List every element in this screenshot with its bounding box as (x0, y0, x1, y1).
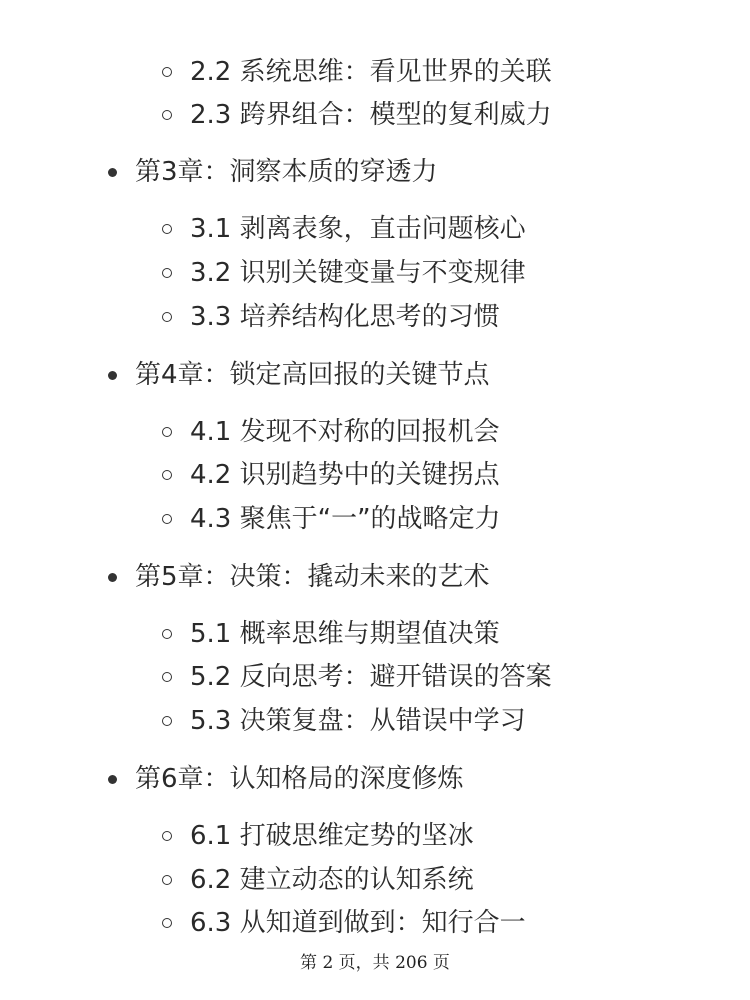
circle-bullet-icon (162, 672, 172, 682)
circle-bullet-icon (162, 67, 172, 77)
circle-bullet-icon (162, 470, 172, 480)
toc-section (162, 860, 474, 900)
circle-bullet-icon (162, 514, 172, 524)
toc-section (162, 253, 526, 293)
toc-section (162, 903, 526, 943)
disc-bullet-icon (108, 168, 117, 177)
page-number-footer: 第 2 页，共 206 页 (300, 953, 450, 973)
toc-section (162, 816, 474, 856)
disc-bullet-icon (108, 775, 117, 784)
circle-bullet-icon (162, 831, 172, 841)
toc-section (162, 455, 500, 495)
toc-section (162, 209, 526, 249)
disc-bullet-icon (108, 371, 117, 380)
disc-bullet-icon (108, 573, 117, 582)
circle-bullet-icon (162, 629, 172, 639)
toc-section-text: 5.1 概率思维与期望值决策 (190, 619, 500, 649)
circle-bullet-icon (162, 875, 172, 885)
toc-chapter (108, 759, 464, 799)
toc-section (162, 412, 500, 452)
toc-section-text: 3.3 培养结构化思考的习惯 (190, 302, 500, 332)
toc-section-text: 6.2 建立动态的认知系统 (190, 865, 474, 895)
circle-bullet-icon (162, 427, 172, 437)
toc-section-text: 3.1 剥离表象，直击问题核心 (190, 214, 526, 244)
toc-section-text: 6.3 从知道到做到：知行合一 (190, 908, 526, 938)
toc-section-text: 4.2 识别趋势中的关键拐点 (190, 460, 500, 490)
toc-chapter (108, 355, 490, 395)
toc-section-text: 5.2 反向思考：避开错误的答案 (190, 662, 552, 692)
circle-bullet-icon (162, 110, 172, 120)
toc-section-text: 4.3 聚焦于“一”的战略定力 (190, 504, 501, 534)
toc-chapter-text: 第3章：洞察本质的穿透力 (135, 157, 438, 187)
toc-section (162, 95, 552, 135)
circle-bullet-icon (162, 268, 172, 278)
toc-section (162, 52, 552, 92)
toc-section-text: 2.2 系统思维：看见世界的关联 (190, 57, 552, 87)
toc-chapter-text: 第4章：锁定高回报的关键节点 (135, 360, 490, 390)
toc-section (162, 297, 500, 337)
toc-chapter-text: 第6章：认知格局的深度修炼 (135, 764, 464, 794)
toc-section-text: 3.2 识别关键变量与不变规律 (190, 258, 526, 288)
toc-section (162, 499, 501, 539)
toc-section-text: 4.1 发现不对称的回报机会 (190, 417, 500, 447)
circle-bullet-icon (162, 918, 172, 928)
toc-section-text: 5.3 决策复盘：从错误中学习 (190, 706, 526, 736)
toc-section-text: 2.3 跨界组合：模型的复利威力 (190, 100, 552, 130)
toc-section (162, 657, 552, 697)
circle-bullet-icon (162, 312, 172, 322)
toc-chapter (108, 152, 438, 192)
toc-chapter (108, 557, 490, 597)
circle-bullet-icon (162, 716, 172, 726)
toc-section-text: 6.1 打破思维定势的坚冰 (190, 821, 474, 851)
toc-section (162, 701, 526, 741)
toc-chapter-text: 第5章：决策：撬动未来的艺术 (135, 562, 490, 592)
toc-section (162, 614, 500, 654)
circle-bullet-icon (162, 224, 172, 234)
